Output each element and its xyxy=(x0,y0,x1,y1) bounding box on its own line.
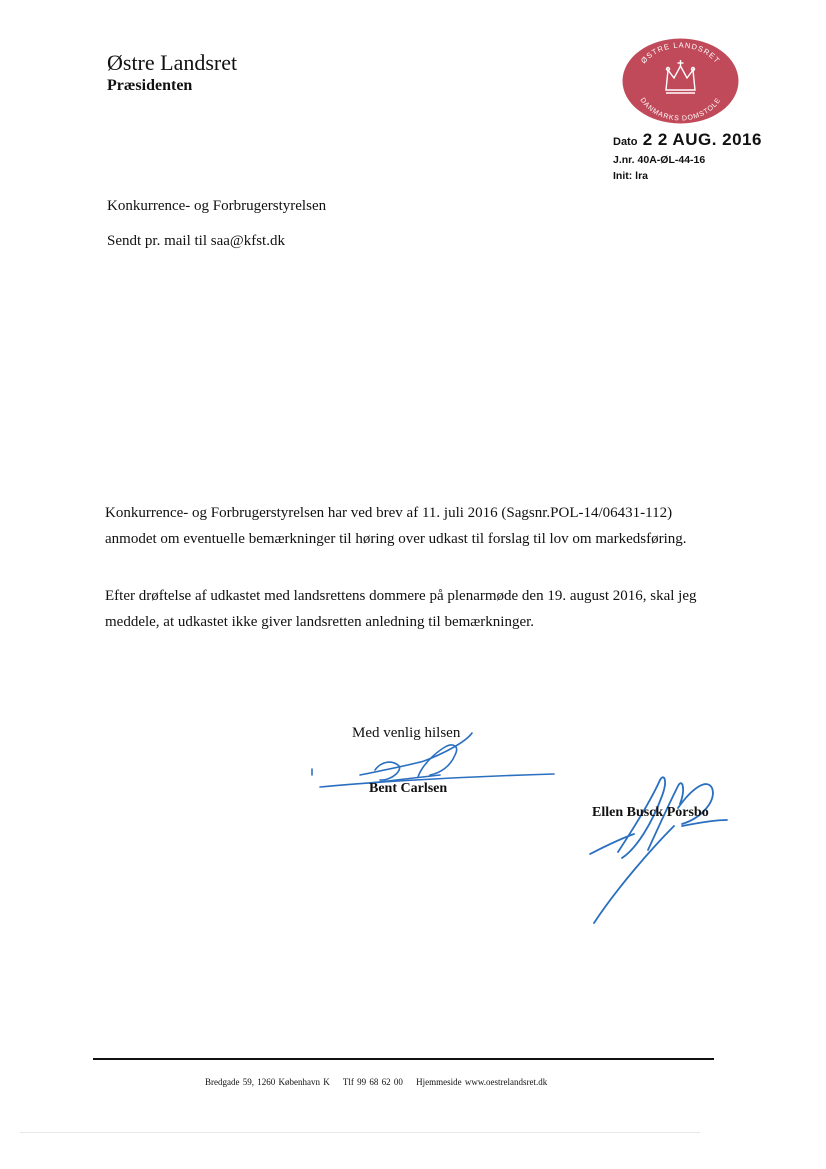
scan-edge-line xyxy=(20,1132,700,1133)
court-name: Østre Landsret xyxy=(107,50,238,75)
sent-by-mail-line: Sendt pr. mail til saa@kfst.dk xyxy=(107,233,285,249)
closing-greeting: Med venlig hilsen xyxy=(352,725,461,741)
body-paragraph-2: Efter drøftelse af udkastet med landsrettens dommere på plenarmøde den 19. august 2016, skal jeg meddele, at udkastet ikke giver landsretten anledning til bemærkninger. xyxy=(105,588,697,630)
footer-address: Bredgade 59, 1260 København K xyxy=(205,1077,330,1087)
journal-number: J.nr. 40A-ØL-44-16 xyxy=(613,154,706,166)
date-prefix: Dato xyxy=(613,136,638,148)
signature-ellen-busck-porsbo xyxy=(582,768,732,928)
footer-website: Hjemmeside www.oestrelandsret.dk xyxy=(416,1077,548,1087)
seal-text-top: ØSTRE LANDSRET xyxy=(639,40,722,66)
initials: Init: lra xyxy=(613,170,649,182)
date-stamp xyxy=(613,130,762,150)
department-name: Præsidenten xyxy=(107,77,193,94)
seal-text-bottom: DANMARKS DOMSTOLE xyxy=(638,96,723,123)
body-paragraph-1: Konkurrence- og Forbrugerstyrelsen har ved brev af 11. juli 2016 (Sagsnr.POL-14/06431-112) anmodet om eventuelle bemærkninger til høring over udkast til forslag til lov om markedsføring. xyxy=(105,505,687,547)
signatory-2-name: Ellen Busck Porsbo xyxy=(592,805,709,820)
court-seal-logo xyxy=(622,38,739,124)
footer-phone: Tlf 99 68 62 00 xyxy=(342,1077,403,1087)
recipient-name: Konkurrence- og Forbrugerstyrelsen xyxy=(107,198,327,214)
date-value: 2 2 AUG. 2016 xyxy=(642,130,762,149)
signatory-1-name: Bent Carlsen xyxy=(369,781,448,796)
footer-contact xyxy=(205,1077,557,1087)
footer-divider xyxy=(93,1058,714,1060)
